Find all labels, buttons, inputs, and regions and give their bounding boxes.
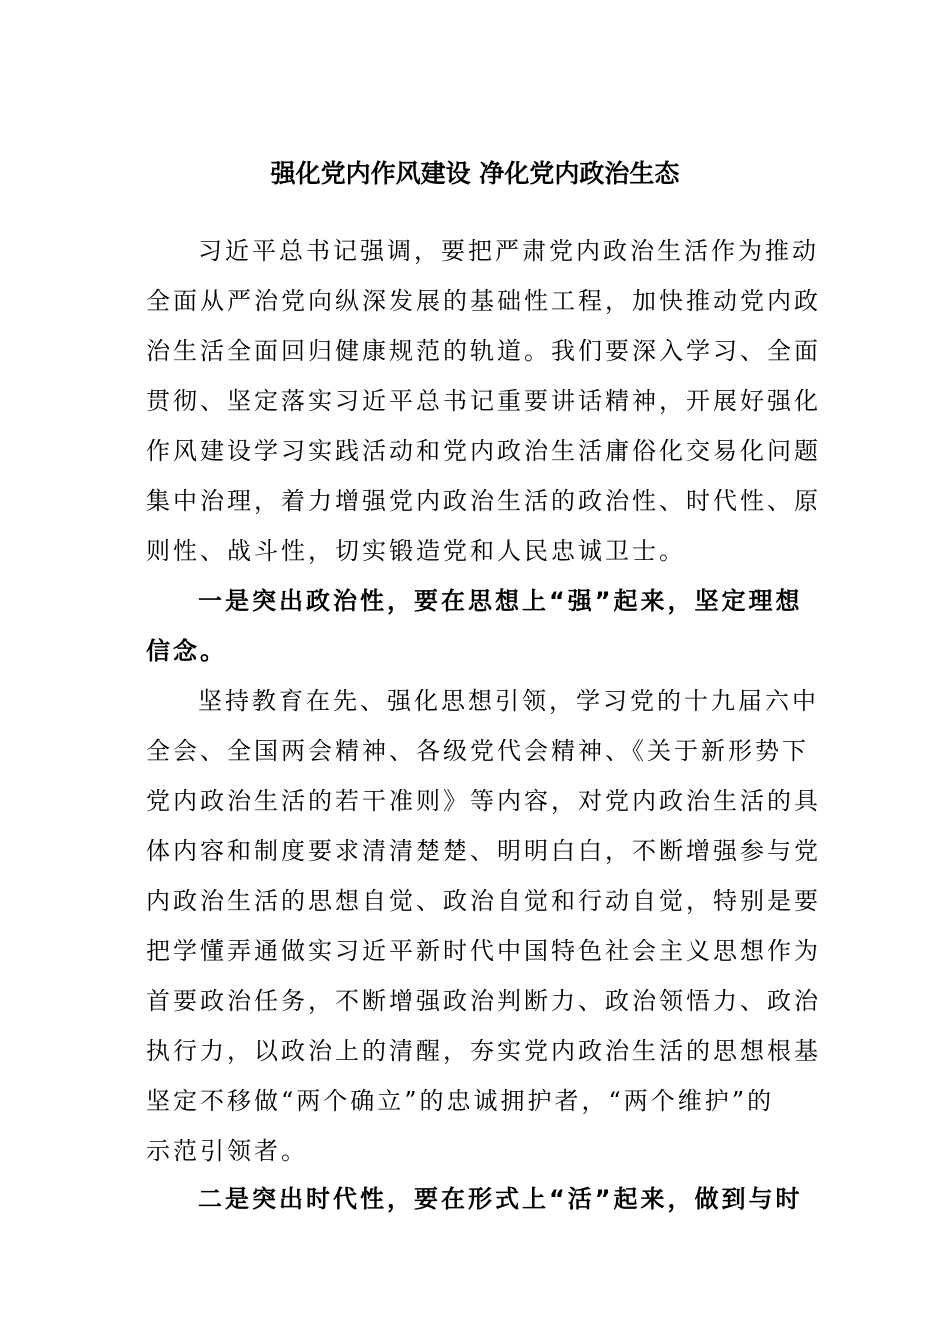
heading-line: 信念。 (146, 637, 227, 665)
paragraph-line: 体内容和制度要求清清楚楚、明明白白，不断增强参与党 (146, 837, 821, 865)
paragraph-line: 坚持教育在先、强化思想引领，学习党的十九届六中 (198, 687, 819, 715)
section-heading-1 (146, 576, 806, 676)
paragraph-line: 把学懂弄通做实习近平新时代中国特色社会主义思想作为 (146, 937, 821, 965)
document-title: 强化党内作风建设 净化党内政治生态 (270, 159, 680, 188)
paragraph-line: 作风建设学习实践活动和党内政治生活庸俗化交易化问题 (146, 437, 821, 465)
paragraph-line: 内政治生活的思想自觉、政治自觉和行动自觉，特别是要 (146, 887, 821, 915)
paragraph-line: 治生活全面回归健康规范的轨道。我们要深入学习、全面 (146, 337, 821, 365)
paragraph-line: 示范引领者。 (146, 1137, 308, 1165)
paragraph-line: 则性、战斗性，切实锻造党和人民忠诚卫士。 (146, 537, 686, 565)
heading-line: 一是突出政治性，要在思想上“强”起来，坚定理想 (198, 587, 803, 615)
paragraph-section-1 (146, 676, 821, 1176)
paragraph-line: 坚定不移做“两个确立”的忠诚拥护者，“两个维护”的 (146, 1087, 775, 1115)
paragraph-line: 执行力，以政治上的清醒，夯实党内政治生活的思想根基 (146, 1037, 821, 1065)
section-heading-2 (146, 1174, 806, 1224)
paragraph-line: 党内政治生活的若干准则》等内容，对党内政治生活的具 (146, 787, 821, 815)
paragraph-line: 集中治理，着力增强党内政治生活的政治性、时代性、原 (146, 487, 821, 515)
paragraph-intro (146, 226, 821, 576)
paragraph-line: 首要政治任务，不断增强政治判断力、政治领悟力、政治 (146, 987, 821, 1015)
paragraph-line: 习近平总书记强调，要把严肃党内政治生活作为推动 (198, 237, 819, 265)
paragraph-line: 贯彻、坚定落实习近平总书记重要讲话精神，开展好强化 (146, 387, 821, 415)
paragraph-line: 全面从严治党向纵深发展的基础性工程，加快推动党内政 (146, 287, 821, 315)
paragraph-line: 全会、全国两会精神、各级党代会精神、《关于新形势下 (146, 737, 809, 765)
heading-line: 二是突出时代性，要在形式上“活”起来，做到与时 (198, 1185, 803, 1213)
